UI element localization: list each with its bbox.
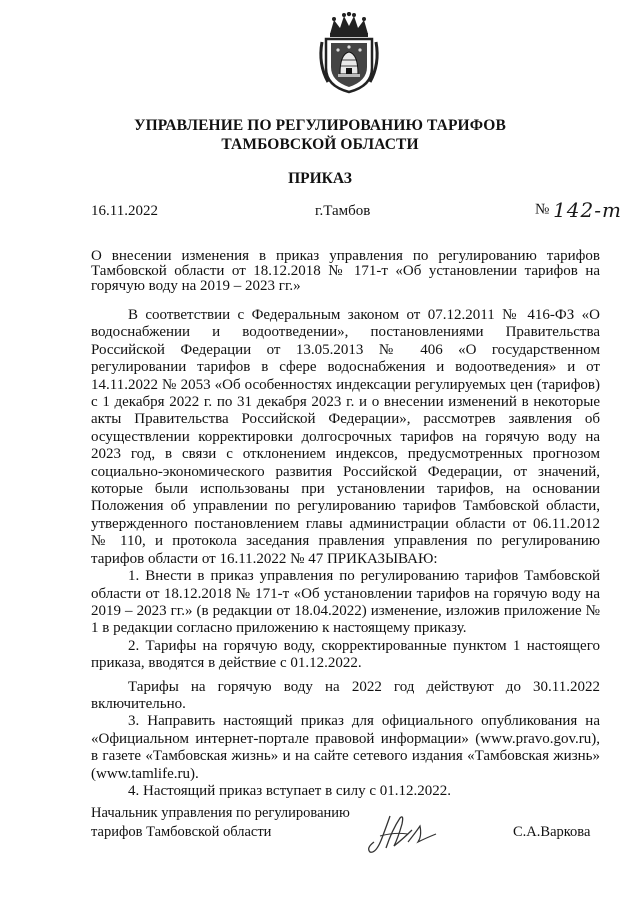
issuing-authority bbox=[0, 116, 640, 154]
preamble-paragraph: В соответствии с Федеральным законом от 07.12.2011 № 416-ФЗ «О водоснабжении и водоотведении», постановлениями Правительства Российской Федерации от 13.05.2013 № 406 «О государственном регулировании тарифов в сфере водоснабжения и водоотведения» и от 14.11.2022 № 2053 «Об особенностях индексации регулируемых цен (тарифов) с 1 декабря 2022 г. по 31 декабря 2023 г. и о внесении изменений в некоторые акты Правительства Российской Федерации», рассмотрев заявления об осуществлении корректировки долгосрочных тарифов на горячую воду на 2023 год, в связи с отклонением индексов, предусмотренных прогнозом социально-экономического развития Российской Федерации, от значений, которые были использованы при установлении тарифов, на основании Положения об управлении по регулированию тарифов Тамбовской области, утвержденного постановлением главы администрации области от 06.11.2012 № 110, и протокола заседания правления управления по регулированию тарифов области от 16.11.2022 № 47 ПРИКАЗЫВАЮ: bbox=[91, 307, 600, 567]
handwritten-signature-icon bbox=[360, 808, 440, 858]
document-subject: О внесении изменения в приказ управления по регулированию тарифов Тамбовской области от 18.12.2018 № 171-т «Об установлении тарифов на горячую воду на 2019 – 2023 гг.» bbox=[91, 248, 600, 294]
tambov-coat-of-arms-icon bbox=[316, 12, 382, 94]
signatory-position-line2: тарифов Тамбовской области bbox=[91, 824, 272, 840]
signatory-name: С.А.Варкова bbox=[513, 824, 591, 840]
clause-2-note-paragraph: Тарифы на горячую воду на 2022 год действуют до 30.11.2022 включительно. bbox=[91, 678, 600, 712]
issuing-authority-line2: ТАМБОВСКОЙ ОБЛАСТИ bbox=[221, 136, 419, 153]
number-sign: № bbox=[535, 201, 550, 218]
clause-1-paragraph: 1. Внести в приказ управления по регулированию тарифов Тамбовской области от 18.12.2018 № 171-т «Об установлении тарифов на горячую воду на 2019 – 2023 гг.» (в редакции от 18.04.2022) изменение, изложив приложение № 1 в редакции согласно приложению к настоящему приказу. bbox=[91, 568, 600, 637]
clause-4-paragraph: 4. Настоящий приказ вступает в силу с 01.12.2022. bbox=[128, 782, 451, 799]
document-city: г.Тамбов bbox=[315, 203, 371, 219]
handwritten-number: 142-т bbox=[553, 198, 622, 222]
document-body bbox=[91, 307, 600, 800]
signatory-position-line1: Начальник управления по регулированию bbox=[91, 805, 350, 821]
clause-2-paragraph: 2. Тарифы на горячую воду, скорректированные пунктом 1 настоящего приказа, вводятся в действие с 01.12.2022. bbox=[91, 637, 600, 672]
issuing-authority-line1: УПРАВЛЕНИЕ ПО РЕГУЛИРОВАНИЮ ТАРИФОВ bbox=[134, 117, 506, 134]
clause-3-paragraph: 3. Направить настоящий приказ для официального опубликования на «Официальном интернет-портале правовой информации» (www.pravo.gov.ru), в газете «Тамбовская жизнь» и на сайте сетевого издания «Тамбовская жизнь» (www.tamlife.ru). bbox=[91, 713, 600, 782]
document-date: 16.11.2022 bbox=[91, 203, 158, 219]
document-type-title: ПРИКАЗ bbox=[288, 170, 352, 187]
document-number bbox=[535, 198, 622, 222]
signatory-position bbox=[91, 804, 350, 842]
